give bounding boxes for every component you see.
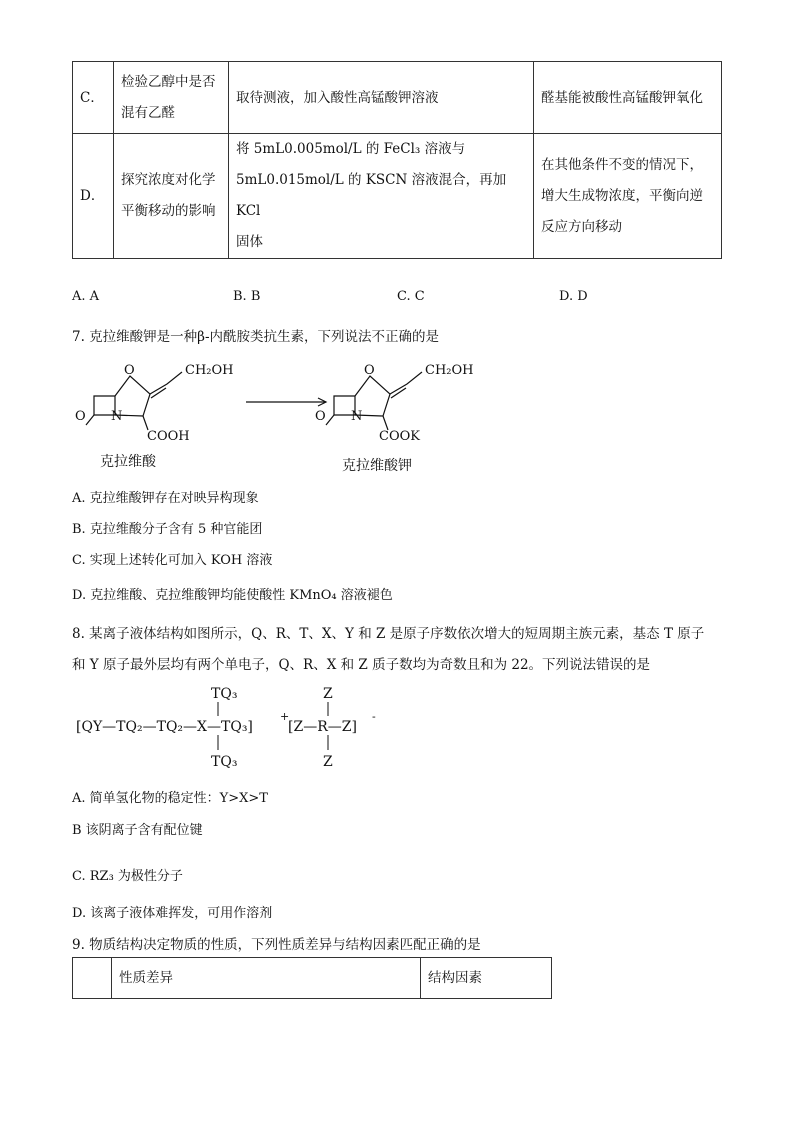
purpose-cell bbox=[114, 62, 229, 134]
row-label: D． bbox=[73, 134, 114, 259]
property-table bbox=[72, 957, 552, 999]
cell-line: 将 5mL0.005mol/L 的 FeCl₃ 溶液与 bbox=[236, 141, 466, 157]
operation-cell: 取待测液，加入酸性高锰酸钾溶液 bbox=[229, 62, 534, 134]
q7-stem: 7. 克拉维酸钾是一种β-内酰胺类抗生素，下列说法不正确的是 bbox=[72, 329, 440, 345]
cation-bottom-group: TQ₃ bbox=[211, 754, 238, 770]
experiment-table bbox=[72, 61, 722, 259]
q8-option-c[interactable]: C. RZ₃ 为极性分子 bbox=[72, 869, 183, 884]
ring-oxygen-label: O bbox=[364, 363, 375, 378]
carbonyl-oxygen-label: O bbox=[315, 409, 326, 424]
table-header-row bbox=[73, 958, 552, 999]
cell-line: 在其他条件不变的情况下， bbox=[541, 156, 703, 173]
q8-stem-line-2: 和 Y 原子最外层均有两个单电子，Q、R、X 和 Z 质子数均为奇数且和为 22。下列说法错误的是 bbox=[72, 657, 651, 673]
cell-line: 混有乙醛 bbox=[121, 104, 175, 121]
purpose-cell bbox=[114, 134, 229, 259]
ch2oh-label: CH₂OH bbox=[185, 363, 234, 378]
q6-option-d[interactable]: D. D bbox=[559, 289, 588, 304]
cell-line: 增大生成物浓度，平衡向逆 bbox=[541, 187, 703, 204]
q7-option-d[interactable]: D. 克拉维酸、克拉维酸钾均能使酸性 KMnO₄ 溶液褪色 bbox=[72, 588, 393, 603]
cation-formula: [QY—TQ₂—TQ₂—X—TQ₃] bbox=[76, 719, 253, 735]
cation-charge: + bbox=[280, 710, 290, 723]
cell-line: 探究浓度对化学 bbox=[121, 172, 216, 188]
q7-option-a[interactable]: A. 克拉维酸钾存在对映异构现象 bbox=[72, 491, 259, 506]
cell-line: 固体 bbox=[236, 234, 263, 250]
cell-line: 检验乙醇中是否 bbox=[121, 73, 216, 90]
left-caption: 克拉维酸 bbox=[100, 454, 156, 470]
q8-stem-line-1: 8. 某离子液体结构如图所示，Q、R、T、X、Y 和 Z 是原子序数依次增大的短周期主族元素，基态 T 原子 bbox=[72, 626, 705, 642]
header-cell: 结构因素 bbox=[421, 958, 552, 999]
nitrogen-label: N bbox=[111, 409, 123, 424]
q7-option-b[interactable]: B. 克拉维酸分子含有 5 种官能团 bbox=[72, 522, 263, 537]
anion-bottom-atom: Z bbox=[323, 754, 333, 770]
q7-reaction-diagram bbox=[60, 350, 500, 480]
ch2oh-label: CH₂OH bbox=[425, 363, 474, 378]
table-row bbox=[73, 62, 722, 134]
q7-option-c[interactable]: C. 实现上述转化可加入 KOH 溶液 bbox=[72, 553, 273, 568]
conclusion-cell: 醛基能被酸性高锰酸钾氧化 bbox=[534, 62, 722, 134]
cell-line: 5mL0.015mol/L 的 KSCN 溶液混合，再加 KCl bbox=[236, 172, 507, 219]
header-cell bbox=[73, 958, 112, 999]
q8-option-d[interactable]: D. 该离子液体难挥发，可用作溶剂 bbox=[72, 906, 273, 921]
acid-group-label: COOH bbox=[147, 429, 190, 444]
cell-line: 反应方向移动 bbox=[541, 218, 622, 235]
cell-line: 平衡移动的影响 bbox=[121, 203, 216, 219]
operation-cell bbox=[229, 134, 534, 259]
q6-option-b[interactable]: B. B bbox=[233, 289, 261, 304]
q6-option-a[interactable]: A. A bbox=[72, 289, 100, 304]
row-label: C． bbox=[73, 62, 114, 134]
salt-group-label: COOK bbox=[379, 429, 420, 444]
q8-option-b[interactable]: B 该阴离子含有配位键 bbox=[72, 823, 203, 838]
cation-top-group: TQ₃ bbox=[211, 686, 238, 702]
right-caption: 克拉维酸钾 bbox=[342, 458, 412, 474]
conclusion-cell bbox=[534, 134, 722, 259]
table-row bbox=[73, 134, 722, 259]
ring-oxygen-label: O bbox=[124, 363, 135, 378]
header-cell: 性质差异 bbox=[112, 958, 421, 999]
nitrogen-label: N bbox=[351, 409, 363, 424]
q6-option-c[interactable]: C. C bbox=[397, 289, 425, 304]
anion-formula: [Z—R—Z] bbox=[288, 719, 357, 735]
anion-top-atom: Z bbox=[323, 686, 333, 702]
q9-stem: 9. 物质结构决定物质的性质，下列性质差异与结构因素匹配正确的是 bbox=[72, 937, 481, 953]
anion-charge: - bbox=[372, 710, 376, 723]
q8-option-a[interactable]: A. 简单氢化物的稳定性：Y>X>T bbox=[72, 791, 268, 806]
q8-ionic-structure bbox=[70, 682, 400, 774]
carbonyl-oxygen-label: O bbox=[75, 409, 86, 424]
